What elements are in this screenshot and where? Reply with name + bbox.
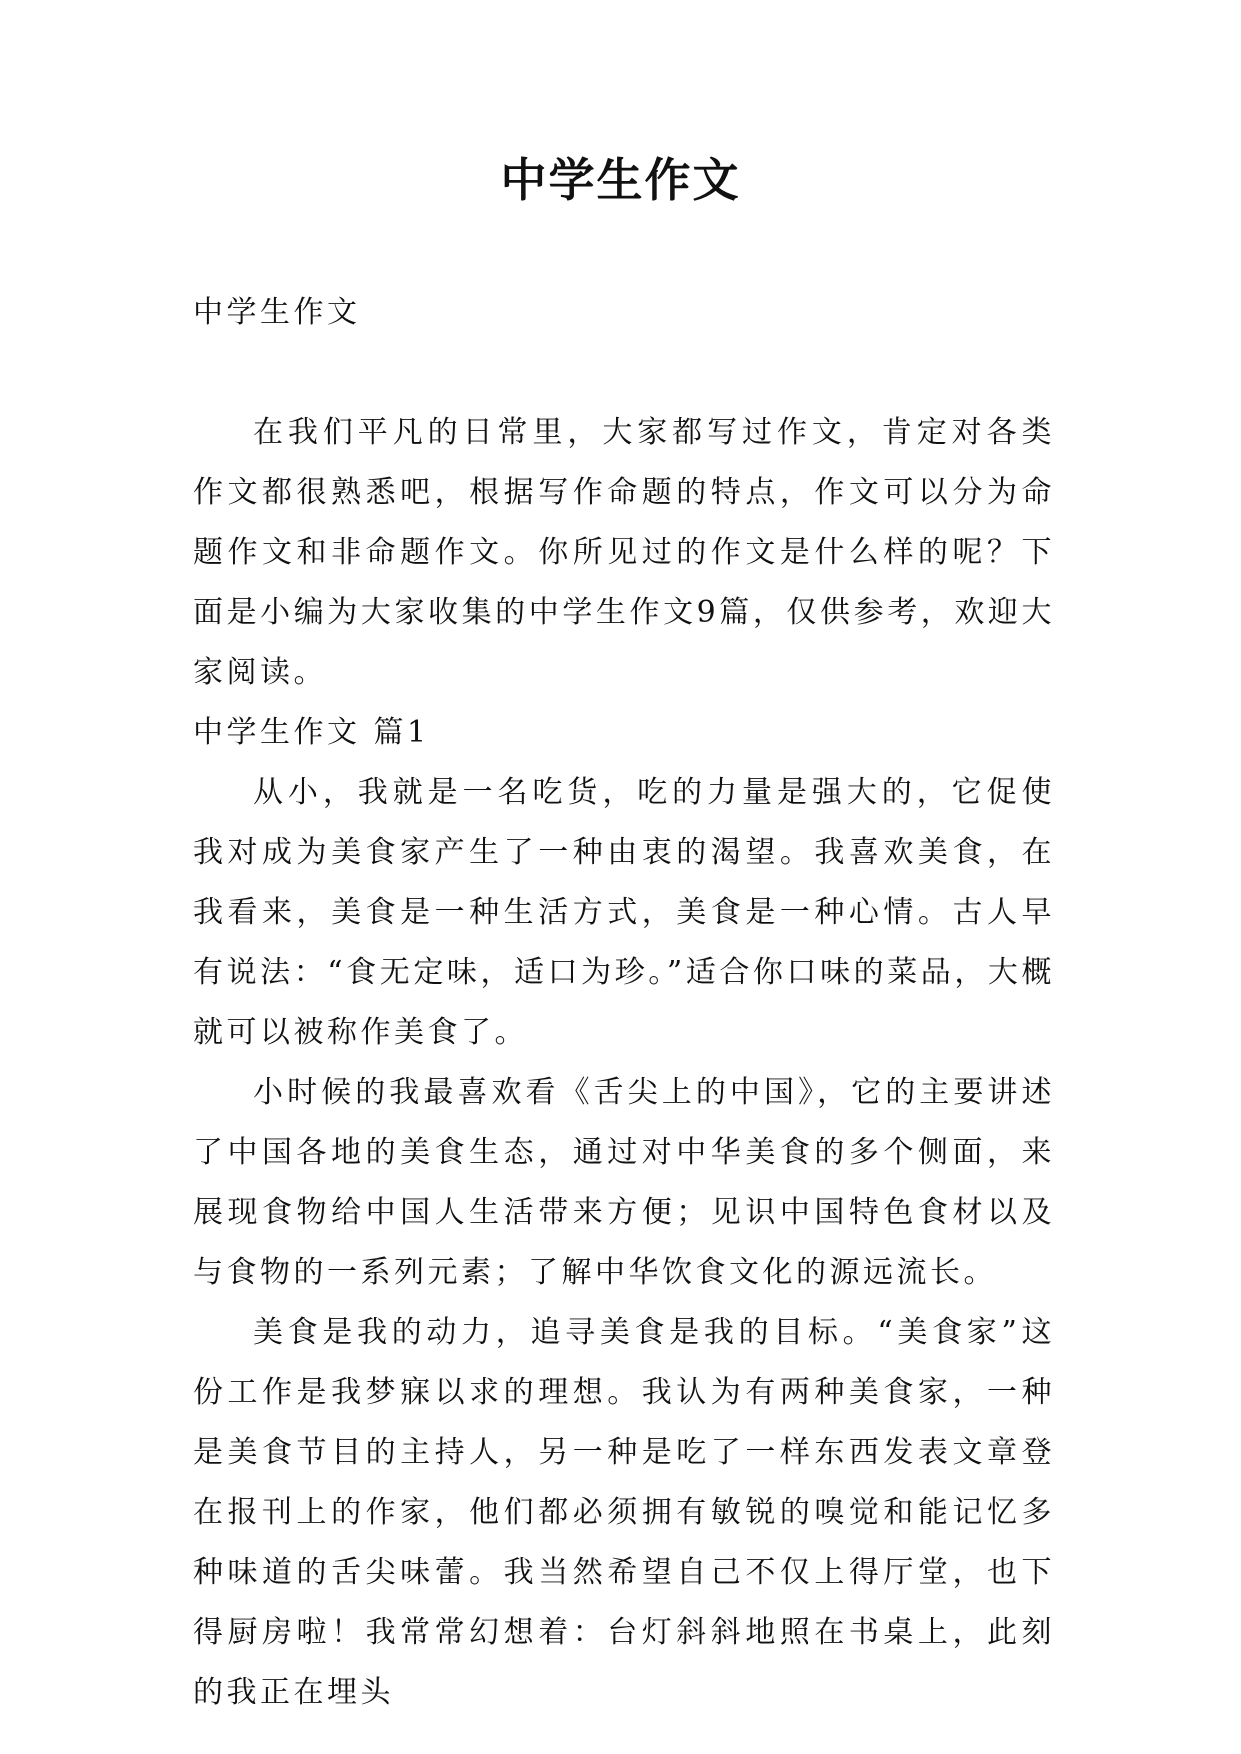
body-paragraph: 小时候的我最喜欢看《舌尖上的中国》，它的主要讲述了中国各地的美食生态，通过对中华美食的多个侧面，来展现食物给中国人生活带来方便；见识中国特色食材以及与食物的一系列元素；了解中华饮食文化的源远流长。: [193, 1075, 1055, 1290]
document-body: [193, 283, 1055, 1723]
document-subtitle: 中学生作文: [193, 295, 361, 330]
intro-paragraph: 在我们平凡的日常里，大家都写过作文，肯定对各类作文都很熟悉吧，根据写作命题的特点，作文可以分为命题作文和非命题作文。你所见过的作文是什么样的呢？下面是小编为大家收集的中学生作文9篇，仅供参考，欢迎大家阅读。: [193, 415, 1055, 690]
body-paragraph: 美食是我的动力，追寻美食是我的目标。“美食家”这份工作是我梦寐以求的理想。我认为有两种美食家，一种是美食节目的主持人，另一种是吃了一样东西发表文章登在报刊上的作家，他们都必须拥有敏锐的嗅觉和能记忆多种味道的舌尖味蕾。我当然希望自己不仅上得厅堂，也下得厨房啦！我常常幻想着：台灯斜斜地照在书桌上，此刻的我正在埋头: [193, 1315, 1055, 1710]
section-heading: 中学生作文 篇1: [193, 715, 430, 750]
body-paragraph: 从小，我就是一名吃货，吃的力量是强大的，它促使我对成为美食家产生了一种由衷的渴望。我喜欢美食，在我看来，美食是一种生活方式，美食是一种心情。古人早有说法：“食无定味，适口为珍。”适合你口味的菜品，大概就可以被称作美食了。: [193, 775, 1055, 1050]
document-title: 中学生作文: [500, 153, 741, 207]
